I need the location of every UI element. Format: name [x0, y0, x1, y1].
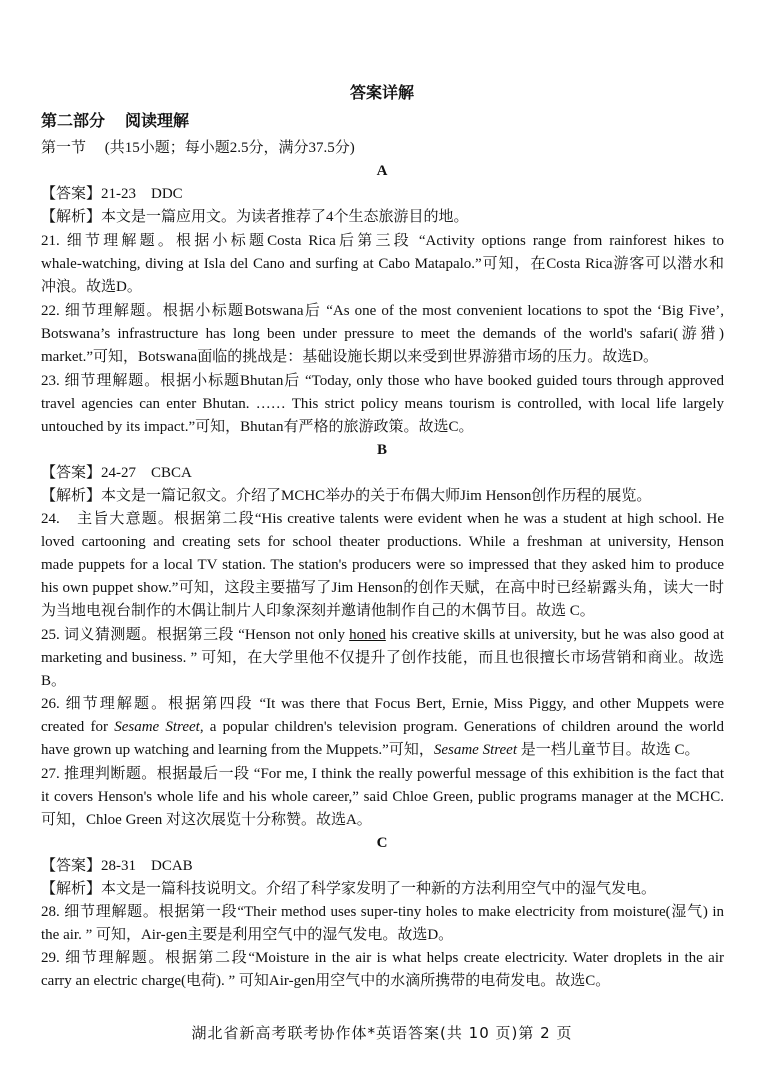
- part-heading: 第二部分 阅读理解: [41, 113, 190, 130]
- page-title: 答案详解: [349, 85, 414, 102]
- q26-show-title: Sesame Street: [433, 742, 517, 758]
- q26-line: [41, 739, 724, 762]
- page-footer: 湖北省新高考联考协作体*英语答案(共 10 页)第 2 页: [191, 1024, 573, 1042]
- q26-text: , a popular children's television program. Generations of children around the world: [199, 719, 724, 735]
- q28-line: 28. 细节理解题。根据第一段“Their method uses super-tiny holes to make electricity from moisture(湿气) in: [41, 904, 724, 920]
- passage-c-answer: 【答案】28-31 DCAB: [41, 858, 193, 874]
- q26-text: 是一档儿童节目。故选 C。: [517, 742, 700, 758]
- q24-line: made puppets for a local TV station. The station's producers were so impressed that they asked him to produce: [41, 557, 724, 573]
- passage-b-analysis: 【解析】本文是一篇记叙文。介绍了MCHC举办的关于布偶大师Jim Henson创作历程的展览。: [41, 488, 652, 504]
- passage-a-heading: A: [376, 163, 388, 179]
- q24-line: his own puppet show.”可知，这段主要描写了Jim Henson的创作天赋，在高中时已经崭露头角，读大一时: [41, 580, 724, 596]
- q27-line: 可知，Chloe Green 对这次展览十分称赞。故选A。: [41, 812, 372, 828]
- q24-line: 为当地电视台制作的木偶让制片人印象深刻并邀请他制作自己的木偶节目。故选 C。: [41, 603, 595, 619]
- q26-text: created for: [41, 719, 115, 735]
- q22-line: 22. 细节理解题。根据小标题Botswana后 “As one of the most convenient locations to spot the ‘Big Five’,: [41, 303, 724, 319]
- q25-text: 25. 词义猜测题。根据第三段 “Henson not only: [41, 627, 350, 643]
- q22-line: market.”可知，Botswana面临的挑战是：基础设施长期以来受到世界游猎市场的压力。故选D。: [41, 349, 659, 365]
- q25-line: [41, 624, 724, 647]
- q27-line: 27. 推理判断题。根据最后一段 “For me, I think the really powerful message of this exhibition is the fact that: [41, 766, 724, 782]
- q22-line: Botswana’s infrastructure has long been under pressure to meet the demands of the world's safari(游猎): [41, 326, 724, 342]
- passage-c-analysis: 【解析】本文是一篇科技说明文。介绍了科学家发明了一种新的方法利用空气中的湿气发电。: [41, 881, 657, 897]
- passage-b-heading: B: [376, 442, 387, 458]
- q23-line: travel agencies can enter Bhutan. …… This strict policy means tourism is controlled, with local life largely: [41, 396, 724, 412]
- q26-show-title: Sesame Street: [114, 719, 200, 735]
- q24-line: loved cartooning and creating sets for school theater productions. While a freshman at university, Henson: [41, 534, 724, 550]
- q29-line: 29. 细节理解题。根据第二段“Moisture in the air is what helps create electricity. Water droplets in the air: [41, 950, 724, 966]
- q26-line: [41, 716, 724, 739]
- section-heading: 第一节 (共15小题；每小题2.5分，满分37.5分): [41, 140, 355, 156]
- q28-line: the air. ” 可知，Air-gen主要是利用空气中的湿气发电。故选D。: [41, 927, 454, 943]
- q25-text: his creative skills at university, but he was also good at: [385, 627, 724, 643]
- passage-a-analysis: 【解析】本文是一篇应用文。为读者推荐了4个生态旅游目的地。: [41, 209, 469, 225]
- q23-line: untouched by its impact.”可知，Bhutan有严格的旅游政策。故选C。: [41, 419, 474, 435]
- q21-line: whale-watching, diving at Isla del Cano and surfing at Cabo Matapalo.”可知，在Costa Rica游客可以潜水和: [41, 256, 724, 272]
- q25-line: marketing and business. ” 可知，在大学里他不仅提升了创作技能，而且也很擅长市场营销和商业。故选: [41, 650, 724, 666]
- q21-line: 21. 细节理解题。根据小标题Costa Rica后第三段 “Activity options range from rainforest hikes to: [41, 233, 724, 249]
- passage-a-answer: 【答案】21-23 DDC: [41, 186, 183, 202]
- q25-line: B。: [41, 673, 67, 689]
- q26-text: have grown up watching and learning from the Muppets.”可知，: [41, 742, 434, 758]
- q24-line: 24. 主旨大意题。根据第二段“His creative talents were evident when he was a student at high school. He: [41, 511, 724, 527]
- q29-line: carry an electric charge(电荷). ” 可知Air-gen用空气中的水滴所携带的电荷发电。故选C。: [41, 973, 611, 989]
- q25-target-word: honed: [349, 627, 386, 643]
- q23-line: 23. 细节理解题。根据小标题Bhutan后 “Today, only those who have booked guided tours through approved: [41, 373, 724, 389]
- q26-line: 26. 细节理解题。根据第四段 “It was there that Focus Bert, Ernie, Miss Piggy, and other Muppets were: [41, 696, 724, 712]
- passage-c-heading: C: [376, 835, 388, 851]
- q27-line: it covers Henson's whole life and his whole career,” said Chloe Green, public programs manager at the MCHC.: [41, 789, 724, 805]
- q21-line: 冲浪。故选D。: [41, 279, 142, 295]
- passage-b-answer: 【答案】24-27 CBCA: [41, 465, 192, 481]
